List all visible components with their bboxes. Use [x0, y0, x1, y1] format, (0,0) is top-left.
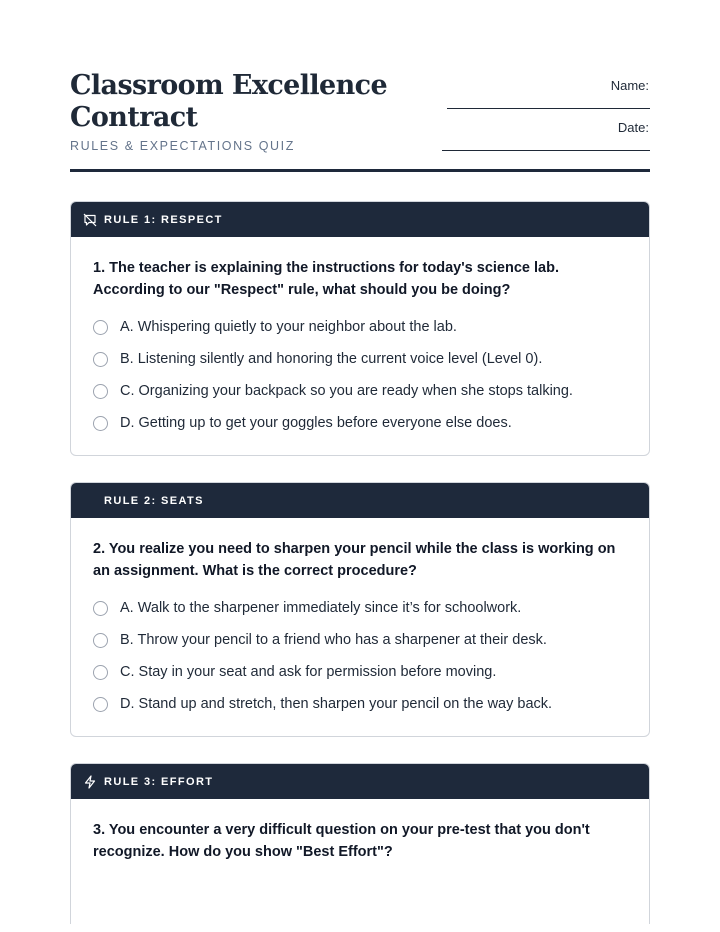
- option-text: C. Stay in your seat and ask for permission before moving.: [120, 664, 497, 680]
- radio-button[interactable]: [93, 384, 108, 399]
- no-talking-icon: [83, 213, 97, 227]
- rule-header: [71, 764, 649, 799]
- date-line[interactable]: [442, 150, 650, 151]
- answer-option[interactable]: [93, 343, 627, 375]
- radio-button[interactable]: [93, 665, 108, 680]
- question-text: 1. The teacher is explaining the instructions for today's science lab. According to our "Respect" rule, what should you be doing?: [93, 260, 559, 298]
- option-text: B. Listening silently and honoring the current voice level (Level 0).: [120, 351, 543, 367]
- option-text: D. Getting up to get your goggles before everyone else does.: [120, 415, 512, 431]
- answer-option[interactable]: [93, 311, 627, 343]
- page-title: Classroom Excellence Contract: [70, 70, 388, 133]
- option-text: D. Stand up and stretch, then sharpen your pencil on the way back.: [120, 696, 553, 712]
- lightning-icon: [83, 775, 97, 789]
- option-text: B. Throw your pencil to a friend who has a sharpener at their desk.: [120, 632, 547, 648]
- name-line[interactable]: [447, 108, 650, 109]
- rule-card-seats: [70, 482, 650, 737]
- answer-option[interactable]: [93, 656, 627, 688]
- answer-option[interactable]: [93, 592, 627, 624]
- rule-label: RULE 1: RESPECT: [104, 213, 223, 226]
- answer-option[interactable]: [93, 624, 627, 656]
- rule-card-respect: [70, 201, 650, 456]
- answer-option[interactable]: [93, 407, 627, 439]
- rule-label: RULE 3: EFFORT: [104, 775, 214, 788]
- option-text: C. Organizing your backpack so you are ready when she stops talking.: [120, 383, 573, 399]
- radio-button[interactable]: [93, 697, 108, 712]
- answer-option[interactable]: [93, 688, 627, 720]
- rule-label: RULE 2: SEATS: [104, 494, 204, 507]
- question-text: 3. You encounter a very difficult question on your pre-test that you don't recognize. How do you show "Best Effort"?: [93, 822, 590, 860]
- answer-option[interactable]: [93, 375, 627, 407]
- rule-header: [71, 202, 649, 237]
- rule-header: [71, 483, 649, 518]
- option-text: A. Walk to the sharpener immediately since it’s for schoolwork.: [120, 600, 522, 616]
- page-header: [70, 0, 650, 174]
- radio-button[interactable]: [93, 352, 108, 367]
- rule-card-effort: [70, 763, 650, 924]
- quiz-page: [70, 0, 650, 860]
- radio-button[interactable]: [93, 416, 108, 431]
- page-subtitle: RULES & EXPECTATIONS QUIZ: [70, 139, 295, 153]
- name-label: Name:: [610, 78, 649, 93]
- radio-button[interactable]: [93, 601, 108, 616]
- radio-button[interactable]: [93, 320, 108, 335]
- question-text: 2. You realize you need to sharpen your pencil while the class is working on an assignment. What is the correct procedure?: [93, 541, 616, 579]
- option-text: A. Whispering quietly to your neighbor about the lab.: [120, 319, 457, 335]
- radio-button[interactable]: [93, 633, 108, 648]
- header-divider: [70, 169, 650, 172]
- date-label: Date:: [617, 120, 649, 135]
